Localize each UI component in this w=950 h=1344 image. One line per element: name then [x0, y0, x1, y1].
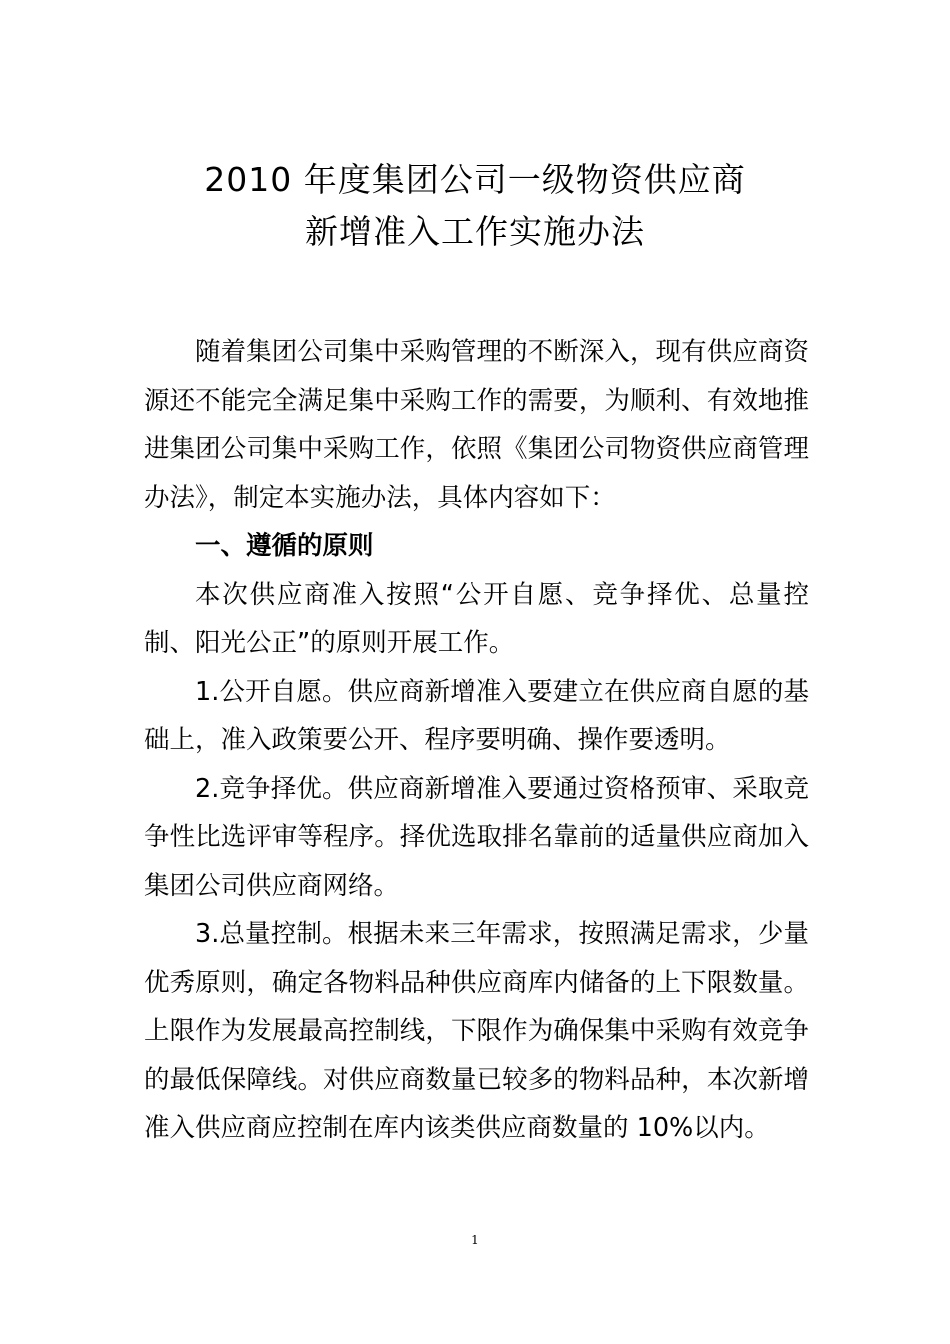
- principle-item-2: 2.竞争择优。供应商新增准入要通过资格预审、采取竞争性比选评审等程序。择优选取排名靠前的适量供应商加入集团公司供应商网络。: [144, 773, 809, 901]
- page-number: 1: [471, 1233, 479, 1247]
- document-body: [144, 328, 809, 1153]
- section-heading: 一、遵循的原则: [195, 531, 374, 561]
- principle-item-3: 3.总量控制。根据未来三年需求，按照满足需求，少量优秀原则，确定各物料品种供应商库内储备的上下限数量。上限作为发展最高控制线，下限作为确保集中采购有效竞争的最低保障线。对供应商数量已较多的物料品种，本次新增准入供应商应控制在库内该类供应商数量的 10%以内。: [144, 919, 809, 1143]
- document-title-line-1: 2010 年度集团公司一级物资供应商: [204, 160, 746, 199]
- intro-paragraph: 随着集团公司集中采购管理的不断深入，现有供应商资源还不能完全满足集中采购工作的需要，为顺利、有效地推进集团公司集中采购工作，依照《集团公司物资供应商管理办法》，制定本实施办法，具体内容如下：: [144, 337, 809, 513]
- principle-item-1: 1.公开自愿。供应商新增准入要建立在供应商自愿的基础上，准入政策要公开、程序要明确、操作要透明。: [144, 676, 809, 755]
- document-title-line-2: 新增准入工作实施办法: [305, 212, 645, 251]
- section-intro-paragraph: 本次供应商准入按照“公开自愿、竞争择优、总量控制、阳光公正”的原则开展工作。: [144, 579, 809, 658]
